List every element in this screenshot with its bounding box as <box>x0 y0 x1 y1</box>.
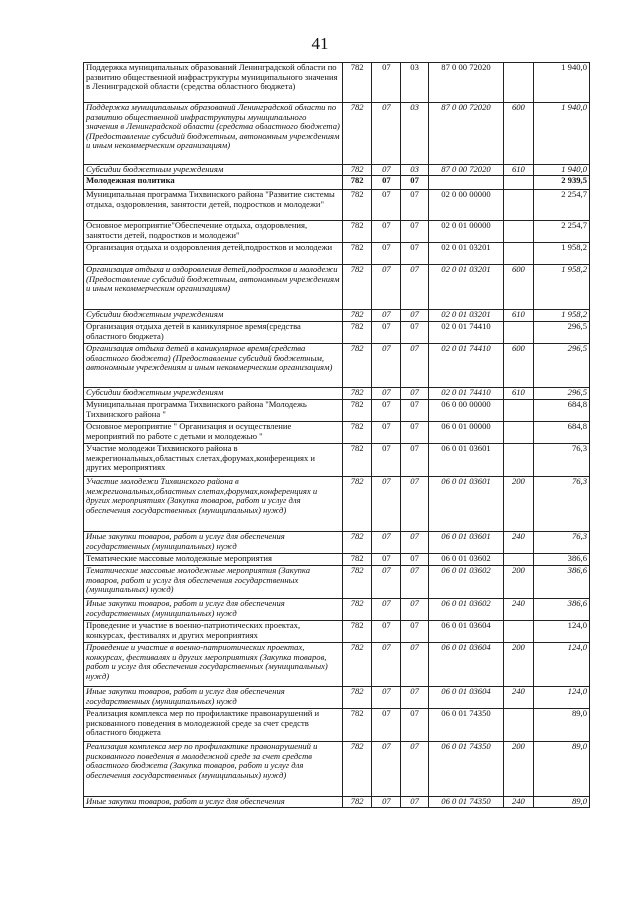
row-section-code: 07 <box>372 643 401 687</box>
row-target-article: 87 0 00 72020 <box>428 63 504 103</box>
row-name: Организация отдыха и оздоровления детей,подростков и молодежи <box>84 243 343 265</box>
row-sum: 89,0 <box>533 742 590 797</box>
row-name: Реализация комплекса мер по профилактике правонарушений и рискованного поведения в молодежной среде за счет средств областного бюджета <box>84 709 343 742</box>
row-subsection-code: 03 <box>401 165 428 176</box>
row-sum: 1 958,2 <box>533 243 590 265</box>
table-row <box>84 742 590 797</box>
row-expense-type <box>504 221 533 243</box>
row-name: Иные закупки товаров, работ и услуг для обеспечения государственных (муниципальных) нужд <box>84 599 343 621</box>
row-target-article <box>428 176 504 190</box>
row-expense-type: 600 <box>504 103 533 165</box>
row-expense-type: 240 <box>504 687 533 709</box>
row-gr-code: 782 <box>343 643 372 687</box>
row-gr-code: 782 <box>343 566 372 599</box>
row-section-code: 07 <box>372 344 401 388</box>
row-target-article: 06 0 01 74350 <box>428 709 504 742</box>
row-target-article: 02 0 00 00000 <box>428 190 504 221</box>
row-target-article: 02 0 01 03201 <box>428 243 504 265</box>
row-section-code: 07 <box>372 63 401 103</box>
row-gr-code: 782 <box>343 388 372 400</box>
row-gr-code: 782 <box>343 310 372 322</box>
row-target-article: 06 0 01 00000 <box>428 422 504 444</box>
table-row <box>84 388 590 400</box>
row-sum: 124,0 <box>533 643 590 687</box>
row-subsection-code: 03 <box>401 63 428 103</box>
row-name: Муниципальная программа Тихвинского района "Развитие системы отдыха, оздоровления, занятости детей, подростков и молодежи" <box>84 190 343 221</box>
table-row <box>84 221 590 243</box>
table-row <box>84 532 590 554</box>
row-expense-type <box>504 444 533 477</box>
row-section-code: 07 <box>372 532 401 554</box>
row-gr-code: 782 <box>343 797 372 808</box>
row-name: Организация отдыха и оздоровления детей,подростков и молодежи (Предоставление субсидий бюджетным, автономным учреждениям и иным некоммерческим организациям) <box>84 265 343 310</box>
row-section-code: 07 <box>372 797 401 808</box>
row-name: Организация отдыха детей в каникулярное время(средства областного бюджета) (Предоставление субсидий бюджетным, автономным учреждениям и иным некоммерческим организациям) <box>84 344 343 388</box>
row-name: Реализация комплекса мер по профилактике правонарушений и рискованного поведения в молодежной среде за счет средств областного бюджета (Закупка товаров, работ и услуг для обеспечения государственных (муниципальных) нужд) <box>84 742 343 797</box>
row-name: Иные закупки товаров, работ и услуг для обеспечения государственных (муниципальных) нужд <box>84 532 343 554</box>
row-subsection-code: 07 <box>401 532 428 554</box>
row-name: Субсидии бюджетным учреждениям <box>84 388 343 400</box>
row-name: Поддержка муниципальных образований Ленинградской области по развитию общественной инфраструктуры муниципального значения в Ленинградской области (средства областного бюджета) <box>84 63 343 103</box>
row-expense-type <box>504 322 533 344</box>
row-sum: 124,0 <box>533 621 590 643</box>
row-sum: 1 940,0 <box>533 103 590 165</box>
row-gr-code: 782 <box>343 221 372 243</box>
row-subsection-code: 07 <box>401 243 428 265</box>
row-sum: 76,3 <box>533 444 590 477</box>
row-name: Иные закупки товаров, работ и услуг для обеспечения <box>84 797 343 808</box>
row-expense-type <box>504 709 533 742</box>
row-gr-code: 782 <box>343 532 372 554</box>
row-target-article: 06 0 01 74350 <box>428 797 504 808</box>
row-section-code: 07 <box>372 599 401 621</box>
row-section-code: 07 <box>372 444 401 477</box>
row-expense-type <box>504 190 533 221</box>
row-gr-code: 782 <box>343 322 372 344</box>
row-expense-type: 240 <box>504 532 533 554</box>
row-target-article: 02 0 01 03201 <box>428 265 504 310</box>
row-name: Проведение и участие в военно-патриотических проектах, конкурсах, фестивалях и других мероприятиях (Закупка товаров, работ и услуг для обеспечения государственных (муниципальных) нужд) <box>84 643 343 687</box>
row-section-code: 07 <box>372 477 401 532</box>
table-row <box>84 344 590 388</box>
row-section-code: 07 <box>372 221 401 243</box>
row-sum: 1 958,2 <box>533 310 590 322</box>
row-gr-code: 782 <box>343 190 372 221</box>
row-subsection-code: 07 <box>401 190 428 221</box>
row-subsection-code: 07 <box>401 687 428 709</box>
row-expense-type <box>504 176 533 190</box>
row-expense-type <box>504 422 533 444</box>
row-section-code: 07 <box>372 243 401 265</box>
row-subsection-code: 07 <box>401 621 428 643</box>
row-gr-code: 782 <box>343 344 372 388</box>
row-sum: 2 939,5 <box>533 176 590 190</box>
row-name: Основное мероприятие"Обеспечение отдыха, оздоровления, занятости детей, подростков и молодежи" <box>84 221 343 243</box>
row-sum: 89,0 <box>533 709 590 742</box>
row-target-article: 06 0 01 03601 <box>428 444 504 477</box>
table-row <box>84 477 590 532</box>
row-section-code: 07 <box>372 742 401 797</box>
row-name: Основное мероприятие " Организация и осуществление мероприятий по работе с детьми и молодежью " <box>84 422 343 444</box>
row-section-code: 07 <box>372 190 401 221</box>
row-section-code: 07 <box>372 687 401 709</box>
table-row <box>84 709 590 742</box>
row-sum: 296,5 <box>533 344 590 388</box>
row-section-code: 07 <box>372 322 401 344</box>
row-sum: 386,6 <box>533 554 590 566</box>
row-target-article: 06 0 01 03601 <box>428 532 504 554</box>
table-row <box>84 190 590 221</box>
row-section-code: 07 <box>372 103 401 165</box>
row-gr-code: 782 <box>343 103 372 165</box>
row-section-code: 07 <box>372 566 401 599</box>
row-sum: 386,6 <box>533 599 590 621</box>
row-sum: 2 254,7 <box>533 190 590 221</box>
row-name: Тематические массовые молодежные мероприятия <box>84 554 343 566</box>
row-section-code: 07 <box>372 176 401 190</box>
row-subsection-code: 07 <box>401 599 428 621</box>
table-row <box>84 444 590 477</box>
row-section-code: 07 <box>372 621 401 643</box>
row-name: Тематические массовые молодежные мероприятия (Закупка товаров, работ и услуг для обеспечения государственных (муниципальных) нужд) <box>84 566 343 599</box>
row-subsection-code: 07 <box>401 477 428 532</box>
row-sum: 386,6 <box>533 566 590 599</box>
table-row <box>84 566 590 599</box>
row-target-article: 06 0 01 03602 <box>428 566 504 599</box>
row-target-article: 87 0 00 72020 <box>428 103 504 165</box>
row-gr-code: 782 <box>343 165 372 176</box>
row-sum: 1 940,0 <box>533 165 590 176</box>
row-subsection-code: 07 <box>401 344 428 388</box>
row-gr-code: 782 <box>343 63 372 103</box>
row-gr-code: 782 <box>343 709 372 742</box>
row-subsection-code: 07 <box>401 176 428 190</box>
table-row <box>84 322 590 344</box>
row-gr-code: 782 <box>343 687 372 709</box>
row-sum: 1 940,0 <box>533 63 590 103</box>
row-expense-type: 200 <box>504 742 533 797</box>
row-expense-type <box>504 621 533 643</box>
row-target-article: 02 0 01 74410 <box>428 344 504 388</box>
row-subsection-code: 07 <box>401 221 428 243</box>
row-name: Поддержка муниципальных образований Ленинградской области по развитию общественной инфраструктуры муниципального значения в Ленинградской области (средства областного бюджета) (Предоставление субсидий бюджетным, автономным учреждениям и иным некоммерческим организациям) <box>84 103 343 165</box>
table-row <box>84 103 590 165</box>
row-sum: 124,0 <box>533 687 590 709</box>
row-name: Участие молодежи Тихвинского района в межрегиональных,областных слетах,форумах,конференциях и других мероприятиях (Закупка товаров, работ и услуг для обеспечения государственных (муниципальных) нужд) <box>84 477 343 532</box>
row-subsection-code: 07 <box>401 265 428 310</box>
table-row <box>84 400 590 422</box>
row-expense-type: 610 <box>504 165 533 176</box>
row-name: Участие молодежи Тихвинского района в межрегиональных,областных слетах,форумах,конференциях и других мероприятиях <box>84 444 343 477</box>
row-subsection-code: 07 <box>401 444 428 477</box>
row-expense-type: 610 <box>504 310 533 322</box>
table-row <box>84 643 590 687</box>
row-gr-code: 782 <box>343 554 372 566</box>
row-section-code: 07 <box>372 265 401 310</box>
row-gr-code: 782 <box>343 400 372 422</box>
row-subsection-code: 03 <box>401 103 428 165</box>
row-section-code: 07 <box>372 165 401 176</box>
row-sum: 296,5 <box>533 322 590 344</box>
row-sum: 684,8 <box>533 400 590 422</box>
row-target-article: 02 0 01 74410 <box>428 322 504 344</box>
row-target-article: 02 0 01 03201 <box>428 310 504 322</box>
row-sum: 684,8 <box>533 422 590 444</box>
table-row <box>84 165 590 176</box>
row-target-article: 02 0 01 74410 <box>428 388 504 400</box>
row-name: Иные закупки товаров, работ и услуг для обеспечения государственных (муниципальных) нужд <box>84 687 343 709</box>
row-gr-code: 782 <box>343 243 372 265</box>
row-subsection-code: 07 <box>401 400 428 422</box>
row-subsection-code: 07 <box>401 709 428 742</box>
row-section-code: 07 <box>372 388 401 400</box>
row-expense-type: 200 <box>504 566 533 599</box>
row-expense-type: 610 <box>504 388 533 400</box>
table-row <box>84 310 590 322</box>
row-expense-type: 600 <box>504 344 533 388</box>
row-name: Организация отдыха детей в каникулярное время(средства областного бюджета) <box>84 322 343 344</box>
budget-table <box>83 62 590 808</box>
row-name: Молодежная политика <box>84 176 343 190</box>
row-subsection-code: 07 <box>401 554 428 566</box>
row-gr-code: 782 <box>343 265 372 310</box>
page-number: 41 <box>311 34 329 53</box>
row-sum: 89,0 <box>533 797 590 808</box>
row-name: Проведение и участие в военно-патриотических проектах, конкурсах, фестивалях и других мероприятиях <box>84 621 343 643</box>
row-gr-code: 782 <box>343 176 372 190</box>
table-row <box>84 422 590 444</box>
row-gr-code: 782 <box>343 444 372 477</box>
row-expense-type <box>504 63 533 103</box>
table-row <box>84 63 590 103</box>
row-section-code: 07 <box>372 400 401 422</box>
row-subsection-code: 07 <box>401 422 428 444</box>
row-name: Муниципальная программа Тихвинского района "Молодежь Тихвинского района " <box>84 400 343 422</box>
row-expense-type <box>504 400 533 422</box>
row-sum: 296,5 <box>533 388 590 400</box>
table-row <box>84 599 590 621</box>
row-section-code: 07 <box>372 422 401 444</box>
row-name: Субсидии бюджетным учреждениям <box>84 165 343 176</box>
table-row <box>84 687 590 709</box>
row-gr-code: 782 <box>343 742 372 797</box>
table-row <box>84 176 590 190</box>
row-target-article: 06 0 01 03602 <box>428 554 504 566</box>
row-subsection-code: 07 <box>401 742 428 797</box>
table-row <box>84 621 590 643</box>
row-subsection-code: 07 <box>401 322 428 344</box>
row-expense-type: 240 <box>504 797 533 808</box>
row-subsection-code: 07 <box>401 388 428 400</box>
row-subsection-code: 07 <box>401 797 428 808</box>
table-row <box>84 243 590 265</box>
row-expense-type: 600 <box>504 265 533 310</box>
row-target-article: 06 0 01 03602 <box>428 599 504 621</box>
row-subsection-code: 07 <box>401 566 428 599</box>
row-section-code: 07 <box>372 310 401 322</box>
row-section-code: 07 <box>372 709 401 742</box>
row-expense-type: 240 <box>504 599 533 621</box>
row-target-article: 06 0 01 03604 <box>428 687 504 709</box>
row-target-article: 02 0 01 00000 <box>428 221 504 243</box>
row-sum: 2 254,7 <box>533 221 590 243</box>
table-row <box>84 554 590 566</box>
row-target-article: 06 0 01 74350 <box>428 742 504 797</box>
row-gr-code: 782 <box>343 422 372 444</box>
row-gr-code: 782 <box>343 621 372 643</box>
row-target-article: 06 0 01 03604 <box>428 621 504 643</box>
row-target-article: 06 0 01 03604 <box>428 643 504 687</box>
row-expense-type: 200 <box>504 643 533 687</box>
row-subsection-code: 07 <box>401 643 428 687</box>
row-sum: 76,3 <box>533 477 590 532</box>
row-gr-code: 782 <box>343 477 372 532</box>
row-target-article: 06 0 01 03601 <box>428 477 504 532</box>
table-row <box>84 265 590 310</box>
row-section-code: 07 <box>372 554 401 566</box>
budget-table-body <box>84 63 590 808</box>
row-gr-code: 782 <box>343 599 372 621</box>
row-sum: 1 958,2 <box>533 265 590 310</box>
row-sum: 76,3 <box>533 532 590 554</box>
row-expense-type <box>504 554 533 566</box>
row-subsection-code: 07 <box>401 310 428 322</box>
row-name: Субсидии бюджетным учреждениям <box>84 310 343 322</box>
row-expense-type: 200 <box>504 477 533 532</box>
table-row <box>84 797 590 808</box>
row-expense-type <box>504 243 533 265</box>
row-target-article: 87 0 00 72020 <box>428 165 504 176</box>
row-target-article: 06 0 00 00000 <box>428 400 504 422</box>
